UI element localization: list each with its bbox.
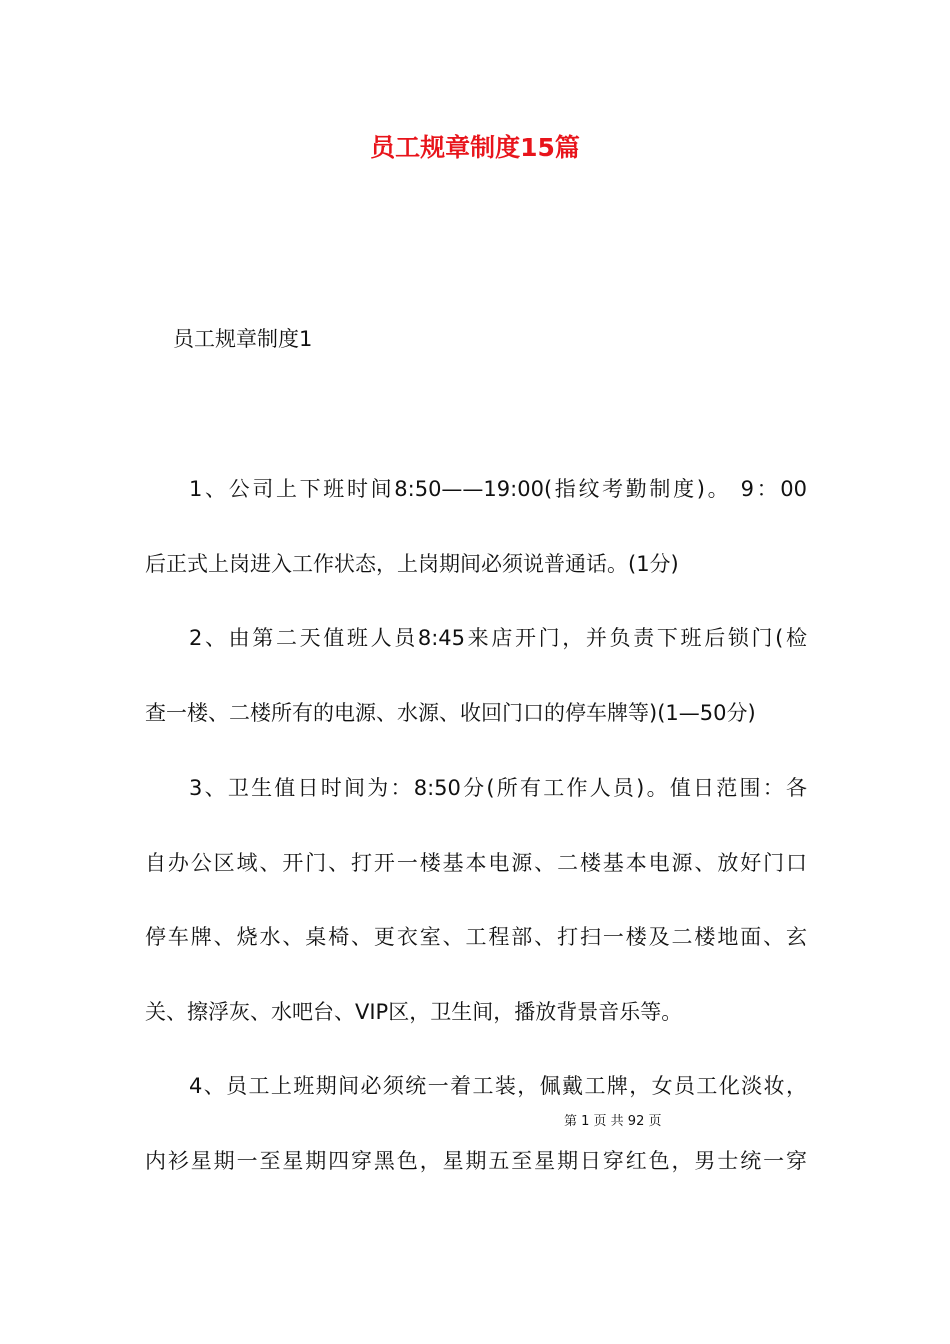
paragraph-line: 停车牌、烧水、桌椅、更衣室、工程部、打扫一楼及二楼地面、玄	[145, 925, 807, 949]
document-title: 员工规章制度15篇	[370, 133, 580, 162]
section-heading: 员工规章制度1	[173, 327, 313, 351]
paragraph-line: 2、由第二天值班人员8:45来店开门，并负责下班后锁门(检	[189, 626, 807, 650]
paragraph-line: 后正式上岗进入工作状态，上岗期间必须说普通话。(1分)	[145, 552, 679, 576]
paragraph-line: 自办公区域、开门、打开一楼基本电源、二楼基本电源、放好门口	[145, 851, 807, 875]
paragraph-line: 关、擦浮灰、水吧台、VIP区，卫生间，播放背景音乐等。	[145, 1000, 683, 1024]
paragraph-line: 1、公司上下班时间8:50——19:00(指纹考勤制度)。 9：00	[189, 477, 807, 501]
paragraph-line: 内衫星期一至星期四穿黑色，星期五至星期日穿红色，男士统一穿	[145, 1149, 807, 1173]
paragraph-line: 4、员工上班期间必须统一着工装，佩戴工牌，女员工化淡妆，	[189, 1074, 807, 1098]
paragraph-line: 3、卫生值日时间为：8:50分(所有工作人员)。值日范围：各	[189, 776, 807, 800]
page-number: 第 1 页 共 92 页	[564, 1114, 662, 1129]
paragraph-line: 查一楼、二楼所有的电源、水源、收回门口的停车牌等)(1—50分)	[145, 701, 756, 725]
